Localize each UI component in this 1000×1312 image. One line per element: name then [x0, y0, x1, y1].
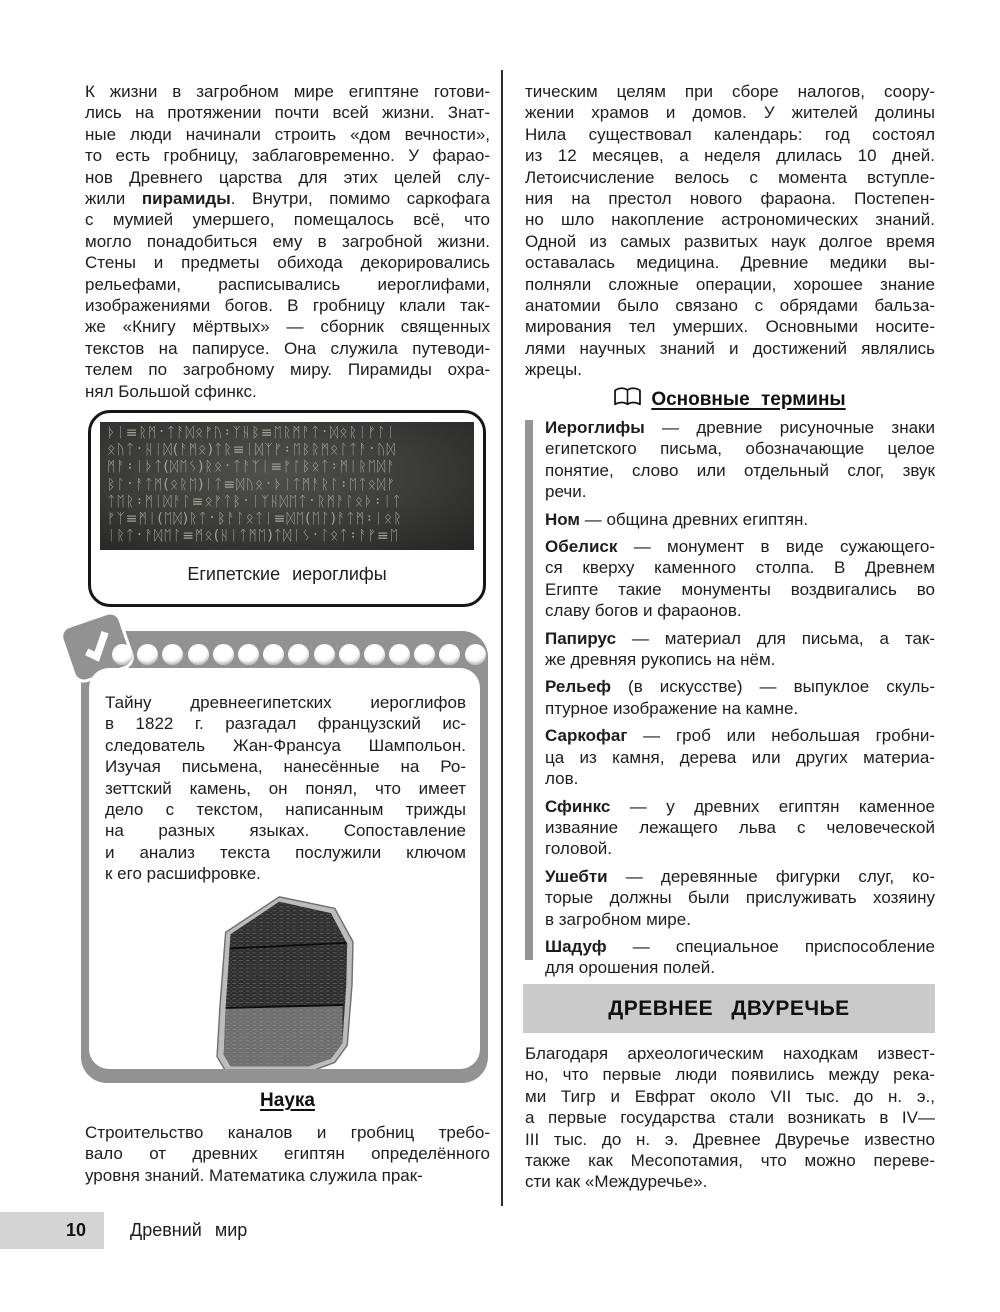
dot [238, 644, 259, 665]
dot [213, 644, 234, 665]
term-entry-hieroglyphs: Иероглифы — древние рисуночные знаки египетского письма, обозначающие целое понятие, слово или отдельный слог, звук речи. [545, 418, 935, 502]
rosetta-stone-drawing [209, 894, 361, 1069]
dot [263, 644, 284, 665]
fact-box-content [89, 668, 480, 1069]
open-book-icon [614, 387, 641, 414]
fact-box [81, 631, 488, 1083]
terms-sidebar-rule [525, 420, 533, 960]
dot [112, 644, 133, 665]
dot [465, 644, 486, 665]
dot [364, 644, 385, 665]
dot [439, 644, 460, 665]
terms-section [525, 417, 935, 985]
hieroglyphs-figure [88, 410, 486, 607]
science-paragraph: Строительство каналов и гробниц требо- вало от древних египтян определённого уровня знаний. Математика служила прак- [85, 1123, 490, 1185]
fact-text: Тайну древнеегипетских иероглифов в 1822 г. разгадал французский ис- следователь Жан-Франсуа Шампольон. Изучая письмена, нанесённые на Ро- зеттский камень, он понял, что имеет дело с текстом, написанным трижды на разных языках. Сопоставление и анализ текста послужили ключом к его расшифровке. [105, 693, 466, 884]
terms-heading-text: Основные термины [651, 389, 846, 410]
science-heading-text: Наука [260, 1090, 315, 1111]
footer-section-title: Древний мир [130, 1220, 248, 1240]
column-divider [501, 70, 503, 1206]
hieroglyphs-photo: ᚦᛁ≡ᚱᛗ᛫ᛏᚨᛞᛟᚠᚢ᛬ᛉᚺᛒ≡ᛖᚱᛗᚨᛏ᛫ᛞᛟᚱᛁᚠᛚᛁ ᛟᚢᛏ᛫ᚺᛁᛞ(ᚨᛗᛟ)ᛏᚱ≡ᛁᛞᛉᚠ᛬ᛖᛒᚱᛗᛟᛚᛏᚨ᛫ᚢᛞ ᛗᚨ᛬ᛁᚦᛏ(ᛞᛖᛊ)ᚱᛟ᛫ᛏᚨᛉᛁ≡ᚠᛚᛒᛟᛏ᛬ᛗᛁᚱᛖᛞᚨ ᛒᛚ᛫ᚨᛏᛗ(ᛟᚱᛖ)ᛁᛏ≡ᛞᚢᛟ᛫ᚦᛁᛏᛗᚨᚱᛚ᛬ᛖᛏᛟᛞᚠ ᛏᛖᚱ᛬ᛗᛁᛞᚨᛚ≡ᛟᚠᛏᛒ᛫ᛁᛉᚺᛞᛖᛏ᛫ᚱᛗᚨᛚᛟᚦ᛬ᛁᛏ ᚠᛉ≡ᛗᛁ(ᛖᛞ)ᚱᛏ᛫ᛒᚨᛚᛟᛏᛁ≡ᛞᛖ(ᛖᛚ)ᚨᛏᛗ᛬ᛁᛟᚱ ᛁᚱᛏ᛫ᚨᛞᛖᛚ≡ᛗᛟ(ᚺᛁᛏᛗᛖ)ᛏᛞᛁᛊ᛫ᛚᛟᛏ᛬ᚨᚠ≡ᛖ [100, 422, 474, 550]
figure-caption: Египетские иероглифы [187, 564, 387, 584]
term-entry-papyrus: Папирус — материал для письма, а так- же древняя рукопись на нём. [545, 628, 935, 670]
mesopotamia-heading: ДРЕВНЕЕ ДВУРЕЧЬЕ [523, 984, 935, 1033]
term-entry-shaduf: Шадуф — специальное приспособление для орошения полей. [545, 936, 935, 978]
science-heading [85, 1090, 490, 1112]
page-number-box [0, 1212, 104, 1249]
dot [314, 644, 335, 665]
dot [137, 644, 158, 665]
dot [288, 644, 309, 665]
term-entry-obelisk: Обелиск — монумент в виде сужающего- ся кверху каменного столпа. В Древнем Египте такие монументы воздвигались во славу богов и фараонов. [545, 537, 935, 621]
page-number: 10 [65, 1220, 86, 1240]
mesopotamia-paragraph: Благодаря археологическим находкам извест- но, что первые люди появились между река- ми Тигр и Евфрат около VII тыс. до н. э., а первые государства стали возникать в IV— III тыс. до н. э. Древнее Двуречье известно также как Месопотамия, что можно переве- сти как «Междуречье». [525, 1044, 935, 1192]
dot [389, 644, 410, 665]
term-entry-sarcophagus: Саркофаг — гроб или небольшая гробни- ца из камня, дерева или других материа- лов. [545, 726, 935, 789]
dot [188, 644, 209, 665]
term-entry-ushabti: Ушебти — деревянные фигурки слуг, ко- торые должны были прислуживать хозяину в загробном мире. [545, 866, 935, 929]
rosetta-stone-photo [209, 894, 361, 1069]
dot [162, 644, 183, 665]
dots-decoration [112, 644, 486, 665]
intro-paragraph: К жизни в загробном мире египтяне готови- лись на протяжении почти всей жизни. Знат- ные люди начинали строить «дом вечности», то есть гробницу, заблаговременно. У фарао- нов Древнего царства для этих целей слу- жили пирамиды. Внутри, помимо саркофага с мумией умершего, помещалось всё, что могло понадобиться ему в загробной жизни. Стены и предметы обихода декорировались рельефами, расписывались иероглифами, изображениями богов. В гробницу клали так- же «Книгу мёртвых» — сборник священных текстов на папирусе. Она служила путеводи- телем по загробному миру. Пирамиды охра- нял Большой сфинкс. [85, 82, 491, 401]
dot [339, 644, 360, 665]
terms-list [545, 417, 935, 979]
dot [414, 644, 435, 665]
term-entry-relief: Рельеф (в искусстве) — выпуклое скуль- птурное изображение на камне. [545, 677, 935, 718]
term-entry-nome: Ном — община древних египтян. [545, 509, 809, 529]
continued-paragraph: тическим целям при сборе налогов, соору- жении храмов и домов. У жителей долины Нила существовал календарь: год состоял из 12 месяцев, а неделя длилась 10 дней. Летоисчисление велось с момента вступле- ния на престол нового фараона. Постепен- но шло накопление астрономических знаний. Одной из самых развитых наук долгое время оставалась медицина. Древние медики вы- полняли сложные операции, хорошее знание анатомии было связано с обрядами бальза- мирования тел умерших. Основными носите- лями научных знаний и достижений являлись жрецы. [525, 82, 935, 380]
term-entry-sphinx: Сфинкс — у древних египтян каменное изваяние лежащего льва с человеческой головой. [545, 796, 935, 859]
terms-heading [525, 387, 935, 414]
